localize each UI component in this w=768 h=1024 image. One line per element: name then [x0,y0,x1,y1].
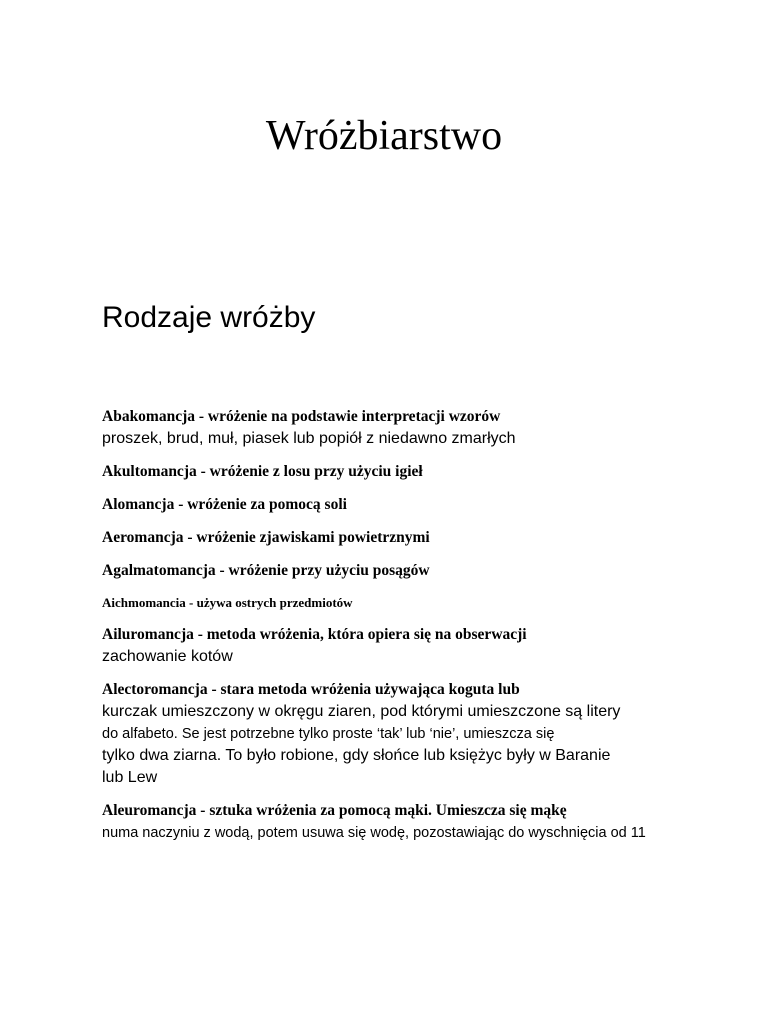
entry-line: Alomancja - wróżenie za pomocą soli [102,496,347,513]
section-heading: Rodzaje wróżby [102,301,316,334]
entry-line: proszek, brud, muł, piasek lub popiół z niedawno zmarłych [102,430,516,447]
entry-line: Akultomancja - wróżenie z losu przy użyciu igieł [102,463,423,480]
entry-aleuromancja [102,800,742,844]
entry-line: Aeromancja - wróżenie zjawiskami powietrznymi [102,529,430,546]
entry-line: lub Lew [102,769,158,786]
entry-line: tylko dwa ziarna. To było robione, gdy słońce lub księżyc były w Baranie [102,747,611,764]
entry-aeromancja [102,527,742,549]
entry-aichmomancia [102,593,742,613]
document-title: Wróżbiarstwo [265,113,503,159]
entry-line: Ailuromancja - metoda wróżenia, która opiera się na obserwacji [102,626,527,643]
entry-line: Agalmatomancja - wróżenie przy użyciu posągów [102,562,430,579]
entry-line: Alectoromancja - stara metoda wróżenia używająca koguta lub [102,681,520,698]
entry-list [102,406,742,855]
entry-ailuromancja [102,624,742,668]
entry-line: Abakomancja - wróżenie na podstawie interpretacji wzorów [102,408,501,425]
entry-line: kurczak umieszczony w okręgu ziaren, pod którymi umieszczone są litery [102,703,621,720]
entry-alomancja [102,494,742,516]
entry-agalmatomancja [102,560,742,582]
entry-alectoromancja [102,679,742,789]
entry-line: Aleuromancja - sztuka wróżenia za pomocą mąki. Umieszcza się mąkę [102,802,567,819]
entry-abakomancja [102,406,742,450]
entry-line: do alfabeto. Se jest potrzebne tylko proste ‘tak’ lub ‘nie’, umieszcza się [102,726,555,742]
entry-line: zachowanie kotów [102,648,233,665]
entry-line: numa naczyniu z wodą, potem usuwa się wodę, pozostawiając do wyschnięcia od 11 [102,825,646,841]
entry-line: Aichmomancia - używa ostrych przedmiotów [102,595,353,610]
entry-akultomancja [102,461,742,483]
